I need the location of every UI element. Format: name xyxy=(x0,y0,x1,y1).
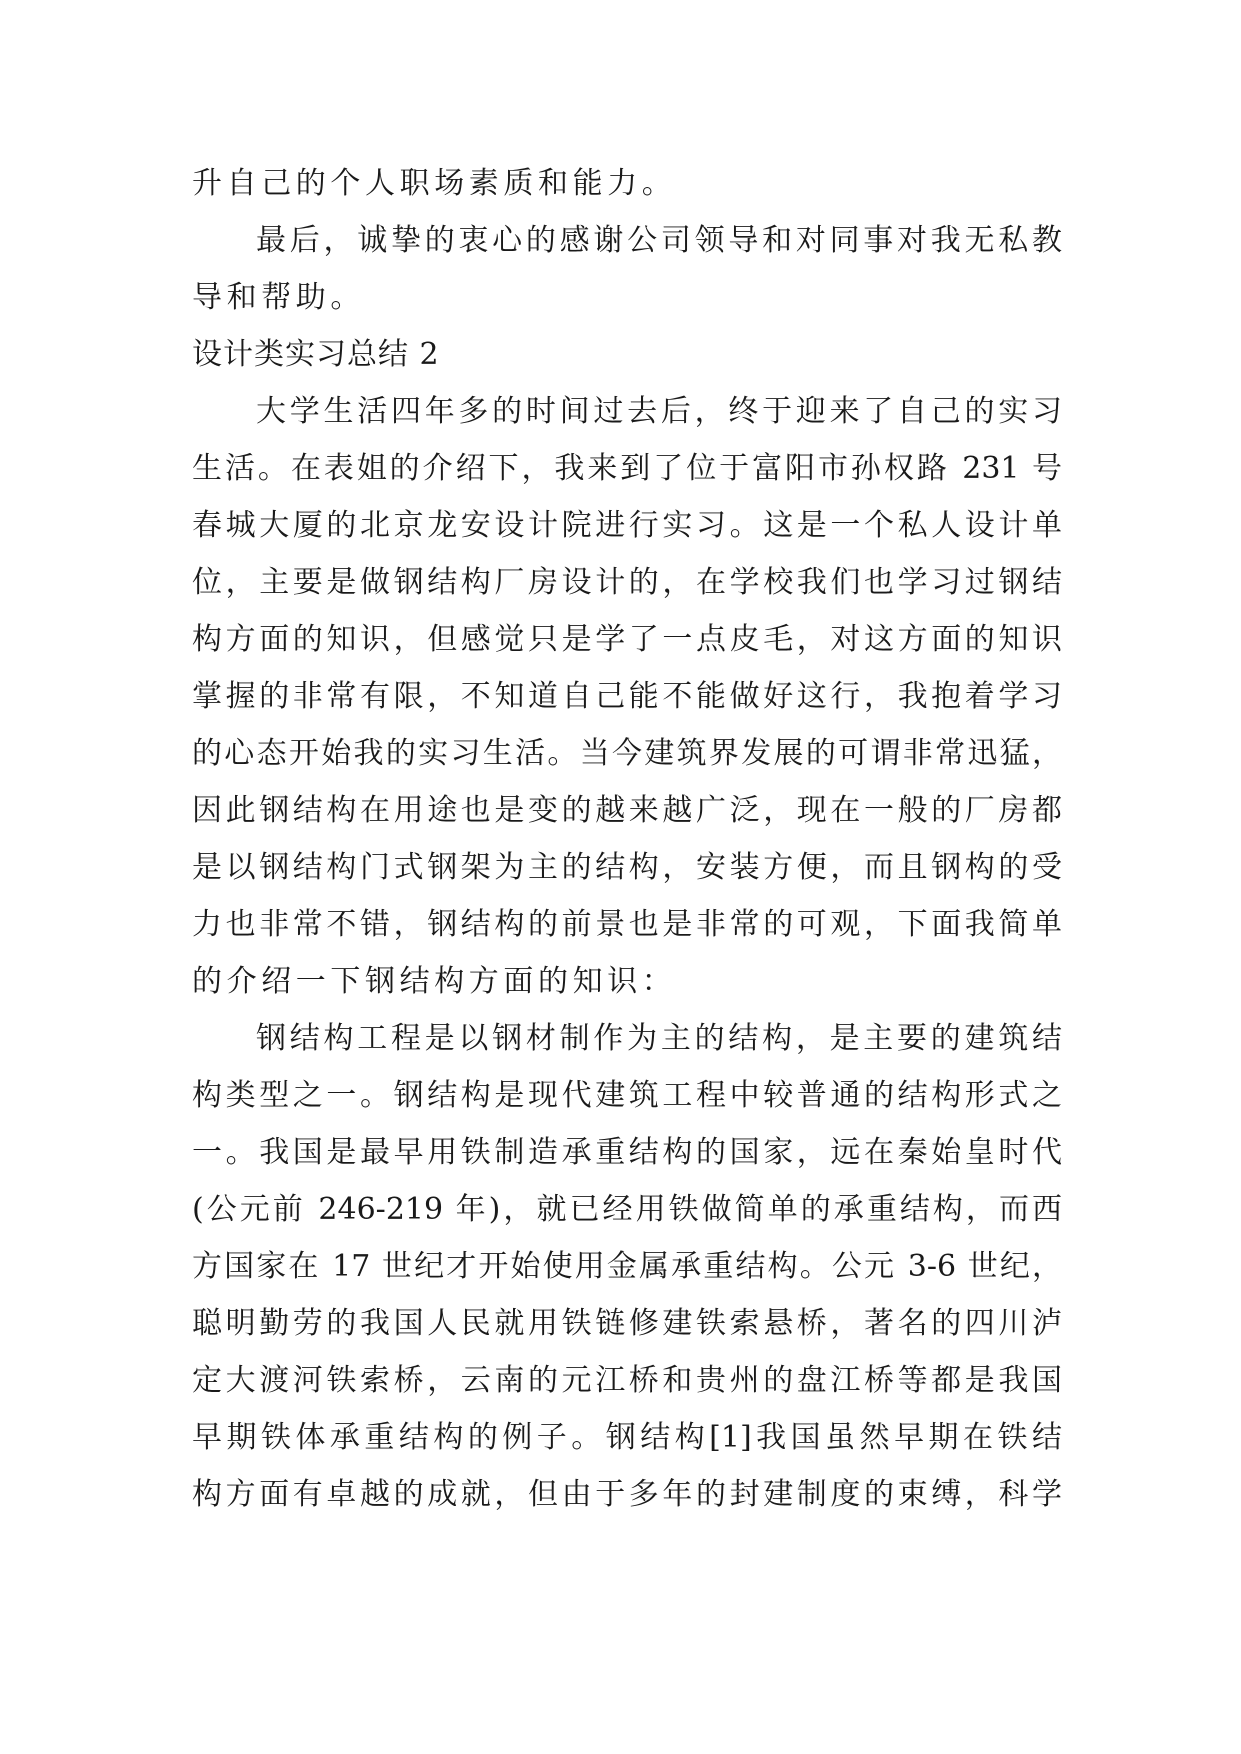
text-line: 的心态开始我的实习生活。当今建筑界发展的可谓非常迅猛， xyxy=(192,736,1062,771)
text-line: 早期铁体承重结构的例子。钢结构[1]我国虽然早期在铁结 xyxy=(192,1420,1062,1455)
text-line: 导和帮助。 xyxy=(192,280,365,315)
text-line: 因此钢结构在用途也是变的越来越广泛，现在一般的厂房都 xyxy=(192,793,1062,828)
text-line: 聪明勤劳的我国人民就用铁链修建铁索悬桥，著名的四川泸 xyxy=(192,1306,1062,1341)
text-line: 定大渡河铁索桥，云南的元江桥和贵州的盘江桥等都是我国 xyxy=(192,1363,1062,1398)
text-line: 掌握的非常有限，不知道自己能不能做好这行，我抱着学习 xyxy=(192,679,1062,714)
text-line: 钢结构工程是以钢材制作为主的结构，是主要的建筑结 xyxy=(256,1021,1062,1056)
text-line: (公元前 246-219 年)，就已经用铁做简单的承重结构，而西 xyxy=(192,1192,1062,1227)
text-line: 生活。在表姐的介绍下，我来到了位于富阳市孙权路 231 号 xyxy=(192,451,1062,486)
text-line: 构方面的知识，但感觉只是学了一点皮毛，对这方面的知识 xyxy=(192,622,1062,657)
text-line: 构类型之一。钢结构是现代建筑工程中较普通的结构形式之 xyxy=(192,1078,1062,1113)
text-line: 方国家在 17 世纪才开始使用金属承重结构。公元 3-6 世纪， xyxy=(192,1249,1062,1284)
text-line: 大学生活四年多的时间过去后，终于迎来了自己的实习 xyxy=(256,394,1062,429)
text-line: 升自己的个人职场素质和能力。 xyxy=(192,166,677,201)
text-line: 是以钢结构门式钢架为主的结构，安装方便，而且钢构的受 xyxy=(192,850,1062,885)
text-line: 最后，诚挚的衷心的感谢公司领导和对同事对我无私教 xyxy=(256,223,1062,258)
text-line: 春城大厦的北京龙安设计院进行实习。这是一个私人设计单 xyxy=(192,508,1062,543)
text-line: 力也非常不错，钢结构的前景也是非常的可观，下面我简单 xyxy=(192,907,1062,942)
section-heading: 设计类实习总结 2 xyxy=(192,337,440,372)
text-line: 的介绍一下钢结构方面的知识： xyxy=(192,964,677,999)
text-line: 位，主要是做钢结构厂房设计的，在学校我们也学习过钢结 xyxy=(192,565,1062,600)
text-line: 一。我国是最早用铁制造承重结构的国家，远在秦始皇时代 xyxy=(192,1135,1062,1170)
document-body xyxy=(192,155,1062,1523)
text-line: 构方面有卓越的成就，但由于多年的封建制度的束缚，科学 xyxy=(192,1477,1062,1512)
